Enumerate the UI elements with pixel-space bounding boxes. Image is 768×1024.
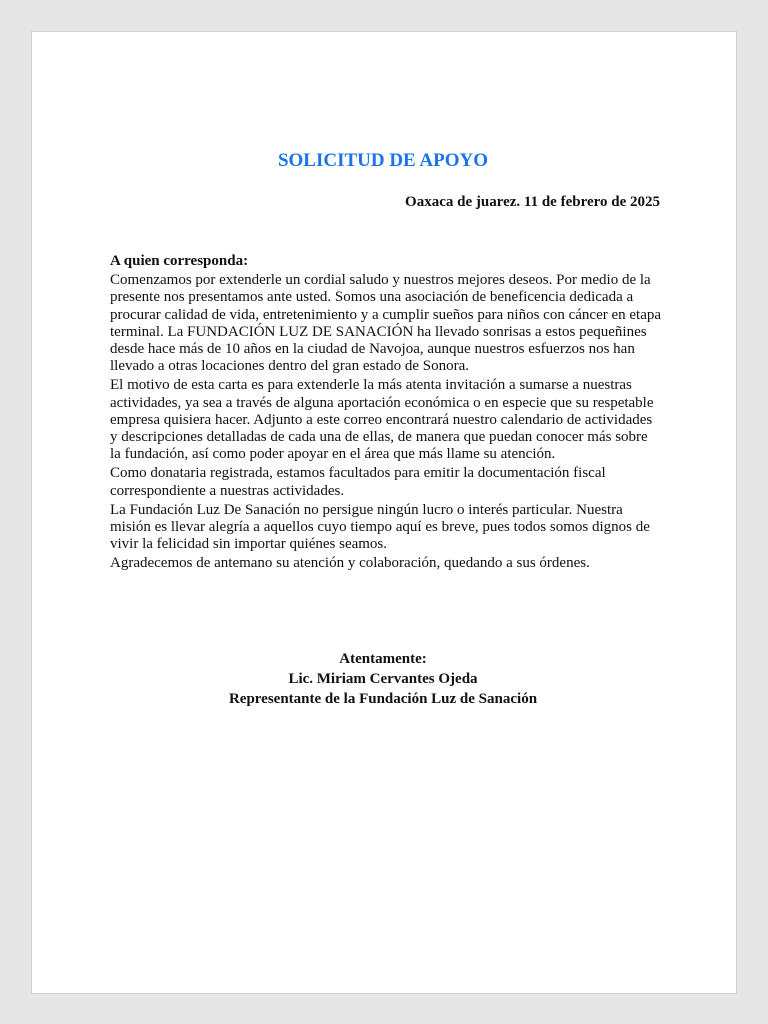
letter-body [110,253,662,575]
paragraph-invitation: El motivo de esta carta es para extenderle la más atenta invitación a sumarse a nuestras actividades, ya sea a través de alguna aportación económica o en especie que su respetable empresa quisiera hacer. Adjunto a este correo encontrará nuestro calendario de actividades y descripciones detalladas de cada una de ellas, de manera que puedan conocer más sobre la fundación, así como poder apoyar en el área que más llame su atención. [110,377,654,463]
signature-closing: Atentamente: [339,651,427,667]
paragraph-mission: La Fundación Luz De Sanación no persigue ningún lucro o interés particular. Nuestra misión es llevar alegría a aquellos cuyo tiempo aquí es breve, pues todos somos dignos de vivir la felicidad sin importar quiénes seamos. [110,501,650,553]
paragraph-intro: Comenzamos por extenderle un cordial saludo y nuestros mejores deseos. Por medio de la presente nos presentamos ante usted. Somos una asociación de beneficencia dedicada a procurar calidad de vida, entretenimiento y a cumplir sueños para niños con cáncer en etapa terminal. La FUNDACIÓN LUZ DE SANACIÓN ha llevado sonrisas a estos pequeñines desde hace más de 10 años en la ciudad de Navojoa, aunque nuestros esfuerzos nos han llevado a otras locaciones dentro del gran estado de Sonora. [110,272,662,375]
paragraph-fiscal: Como donataria registrada, estamos facultados para emitir la documentación fiscal correspondiente a nuestras actividades. [110,465,606,499]
date-line: Oaxaca de juarez. 11 de febrero de 2025 [405,194,660,210]
signature-block [110,649,656,709]
signature-role: Representante de la Fundación Luz de Sanación [228,691,538,707]
document-page [31,31,737,994]
salutation: A quien corresponda: [110,253,249,269]
document-title: SOLICITUD DE APOYO [277,150,489,171]
paragraph-thanks: Agradecemos de antemano su atención y colaboración, quedando a sus órdenes. [110,555,590,572]
signature-name: Lic. Miriam Cervantes Ojeda [288,671,478,687]
